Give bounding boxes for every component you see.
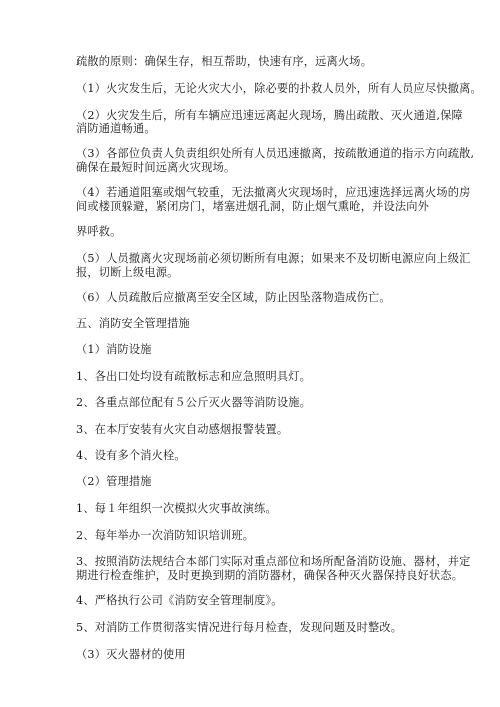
text-line: 间或楼顶躲避，紧闭房门，堵塞进烟孔洞，防止烟气熏呛，并设法向外 — [76, 200, 430, 213]
subsection-heading: （3）灭火器材的使用 — [76, 648, 186, 661]
list-item: 4、设有多个消火栓。 — [76, 449, 186, 463]
section-heading: 五、消防安全管理措施 — [76, 316, 190, 330]
text-line: 确保在最短时间远离火灾现场。 — [76, 161, 236, 175]
text-line: （5）人员撤离火灾现场前必须切断所有电源；如果来不及切断电源应向上级汇 — [76, 251, 471, 265]
text-line: （3）各部位负责人负责组织处所有人员迅速撤离，按疏散通道的指示方向疏散, — [76, 147, 475, 161]
text-line: 疏散的原则：确保生存，相互帮助，快速有序，远离火场。 — [76, 55, 373, 68]
list-item: 4、严格执行公司《消防安全管理制度》。 — [76, 594, 283, 608]
text-line: （1）火灾发生后，无论火灾大小，除必要的扑救人员外，所有人员应尽快撤离。 — [76, 81, 482, 95]
list-item: 5、对消防工作贯彻落实情况进行每月检查，发现问题及时整改。 — [76, 621, 403, 635]
list-item: 1、各出口处均设有疏散标志和应急照明具灯。 — [76, 370, 312, 384]
list-item: 2、每年举办一次消防知识培训班。 — [76, 528, 255, 542]
text-line: 报，切断上级电源。 — [76, 265, 179, 279]
text-line: 界呼救。 — [76, 225, 122, 239]
subsection-heading: （2）管理措施 — [76, 475, 152, 489]
list-item: 2、各重点部位配有５公斤灭火器等消防设施。 — [76, 395, 312, 409]
text-line: 消防通道畅通。 — [76, 122, 156, 136]
list-item: 1、每１年组织一次模拟火灾事故演练。 — [76, 502, 277, 516]
text-line: （4）若通道阻塞或烟气较重，无法撤离火灾现场时，应迅速选择远离火场的房 — [76, 186, 471, 200]
subsection-heading: （1）消防设施 — [76, 343, 152, 357]
text-line: （6）人员疏散后应撤离至安全区域，防止因坠落物造成伤亡。 — [76, 290, 391, 304]
list-item: 3、按照消防法规结合本部门实际对重点部位和场所配备消防设施、器材，并定 — [76, 554, 471, 568]
text-line: （2）火灾发生后，所有车辆应迅速远离起火现场，腾出疏散、灭火通道,保障 — [76, 108, 463, 122]
list-item: 3、在本厅安装有火灾自动感烟报警装置。 — [76, 422, 289, 436]
list-item-continuation: 期进行检查维护，及时更换到期的消防器材，确保各种灭火器保持良好状态。 — [76, 568, 464, 582]
